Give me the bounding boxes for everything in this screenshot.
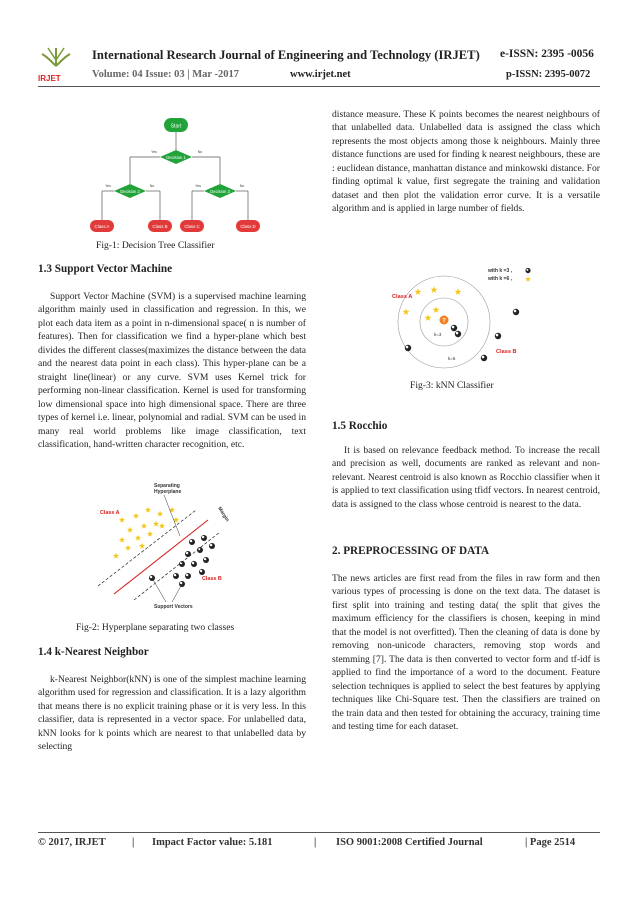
legend-k6: with k =6 , xyxy=(488,276,513,282)
journal-title: International Research Journal of Engineering and Technology (IRJET) xyxy=(92,48,480,62)
knn-class-b-point xyxy=(513,309,519,315)
knn-class-a-star xyxy=(425,314,432,321)
knn-class-a-star xyxy=(403,308,410,315)
knn-class-b-point xyxy=(481,355,487,361)
preprocessing-paragraph: The news articles are first read from the files in raw form and then various types of processing is done on the text data. The dataset is first split into training and testing data( the split that gives the maximum efficiency for the classifiers is chosen, keeping in mind that the model is not overfitted). Then the cleaning of data is done by removing non-unicode characters, removing stop words and stemming [7]. The data is then converted to vector form and tf-idf is applied to find the importance of a word to the document. Feature selection techniques is applied to select the best features by applying techniques like Chi-Square test. Then the classifiers are trained on the train data and then tested for obtaining the accuracy, training time and testing time for each dataset. xyxy=(332,573,600,732)
k3-label: k=3 xyxy=(434,332,442,337)
class-b-point xyxy=(203,557,209,563)
footer-page-number: | Page 2514 xyxy=(525,837,576,848)
class-a-star xyxy=(139,543,145,549)
fig1-caption: Fig-1: Decision Tree Classifier xyxy=(96,240,215,251)
footer-separator-1: | xyxy=(132,837,135,848)
sv-pointer-1 xyxy=(152,578,166,602)
knn-heading: 1.4 k-Nearest Neighbor xyxy=(38,646,149,658)
class-b-point xyxy=(185,573,191,579)
class-a-label: Class A xyxy=(392,294,413,300)
legend-star-icon xyxy=(525,276,531,282)
fig3-caption: Fig-3: kNN Classifier xyxy=(410,380,494,391)
margin-line-lower xyxy=(134,532,220,600)
class-c-label: Class C xyxy=(184,224,200,229)
class-a-star xyxy=(141,523,147,529)
class-a-label: Class A xyxy=(100,510,120,516)
decision-1-label: Decision 1 xyxy=(166,155,186,160)
query-label: ? xyxy=(442,318,446,325)
decision-2-label: Decision 2 xyxy=(120,189,140,194)
sv-pointer-2 xyxy=(172,584,182,602)
knn-figure xyxy=(388,262,538,372)
start-label: Start xyxy=(170,123,182,130)
hyperplane-label: Hyperplane xyxy=(154,489,182,495)
class-a-star xyxy=(145,507,151,513)
footer-impact-factor: Impact Factor value: 5.181 xyxy=(152,837,273,848)
footer-separator-2: | xyxy=(314,837,317,848)
class-b-point xyxy=(209,543,215,549)
knn-class-a-star xyxy=(433,306,440,313)
class-b-label: Class B xyxy=(152,224,168,229)
rocchio-paragraph: It is based on relevance feedback method. To increase the recall and precision as well, documents are ranked as relevant and non-relevant. Nearest centroid is also known as Rocchio classifier when it is applied to text classification using tfidf vectors. In nearest centroid, data is assigned to the class whose centroid is nearest to the data. xyxy=(332,445,600,510)
legend-dot-icon xyxy=(525,268,530,273)
preprocessing-heading: 2. PREPROCESSING OF DATA xyxy=(332,545,490,557)
footer-iso: ISO 9001:2008 Certified Journal xyxy=(336,837,483,848)
class-b-point xyxy=(197,547,203,553)
margin-line-upper xyxy=(98,510,196,586)
p-issn: p-ISSN: 2395-0072 xyxy=(506,69,591,80)
class-d-label: Class D xyxy=(240,224,256,229)
decision-3-label: Decision 3 xyxy=(210,189,230,194)
class-a-star xyxy=(119,517,125,523)
class-a-star xyxy=(157,511,163,517)
class-b-point xyxy=(173,573,179,579)
margin-label: Margin xyxy=(216,505,231,523)
no-label-3: No xyxy=(239,184,245,188)
knn-class-a-star xyxy=(431,286,438,293)
logo-text: IRJET xyxy=(38,74,61,83)
decision-tree-figure xyxy=(88,112,266,240)
class-a-star xyxy=(159,523,165,529)
legend-k3: with k =3 , xyxy=(488,268,513,274)
class-b-point xyxy=(185,551,191,557)
class-b-point xyxy=(189,539,195,545)
svm-paragraph: Support Vector Machine (SVM) is a supervised machine learning algorithm mainly used in classification and regression. In this, we plot each data item as a point in n-dimensional space( n is number of features). Then for classification we find a hyper-plane which best divides the different classes(maximizes the distance between the data and the nearest data point in each class). This hyper-plane can be a straight line(linear) or any curve. SVM uses Kernel trick for performing non-linear classification. Kernel is used for transforming low dimensional space into high dimensional space. There are three types of kernel i.e. linear, polynomial and radial. SVM can be used in many real world problems like image classification, text classification, hand-written character recognition, etc. xyxy=(38,291,306,450)
knn-class-b-point xyxy=(405,345,411,351)
footer-copyright: © 2017, IRJET xyxy=(38,837,106,848)
journal-url[interactable]: www.irjet.net xyxy=(290,69,351,80)
class-b-point xyxy=(199,569,205,575)
class-b-label: Class B xyxy=(202,576,222,582)
hyperplane-figure xyxy=(92,480,248,612)
no-label-1: No xyxy=(197,150,203,154)
footer-rule xyxy=(38,832,600,833)
knn-class-a-stars xyxy=(403,286,462,321)
knn-class-b-point xyxy=(495,333,501,339)
knn-paragraph: k-Nearest Neighbor(kNN) is one of the simplest machine learning algorithm used for regression and classification. It is a lazy algorithm that means there is no explicit training phase or it is very less. In this classifier, data is represented in a vector space. For unlabelled data, kNN looks for k points which are nearest to that unlabelled data by selecting xyxy=(38,674,306,753)
hyperplane-pointer xyxy=(164,495,180,536)
class-a-star xyxy=(135,535,141,541)
class-b-label: Class B xyxy=(496,349,517,355)
class-a-star xyxy=(147,531,153,537)
knn-class-b-point xyxy=(451,325,457,331)
class-a-star xyxy=(133,513,139,519)
class-a-star xyxy=(127,527,133,533)
class-a-star xyxy=(153,521,159,527)
yes-label-2: Yes xyxy=(105,184,111,188)
knn-class-a-star xyxy=(415,288,422,295)
knn-class-a-star xyxy=(455,288,462,295)
support-vectors-label: Support Vectors xyxy=(154,604,193,610)
class-b-point xyxy=(191,561,197,567)
no-label-2: No xyxy=(149,184,155,188)
class-b-point xyxy=(201,535,207,541)
class-a-star xyxy=(119,537,125,543)
k6-label: k=6 xyxy=(448,356,456,361)
class-a-star xyxy=(113,553,119,559)
class-a-star xyxy=(125,545,131,551)
hyperplane-line xyxy=(114,520,208,594)
svm-heading: 1.3 Support Vector Machine xyxy=(38,263,173,275)
knn-continued-paragraph: distance measure. These K points becomes the nearest neighbours of that unlabelled data. Unlabelled data is assigned the class which represents the most objects among those k neighbours. Mainly three distance functions are used for finding k nearest neighbours, these are : euclidean distance, manhattan distance and minkowski distance. For finding optimal k value, first segregate the training and validation dataset and then plot the validation error curve. It is a versatile algorithm and is applied in large number of fields. xyxy=(332,109,600,215)
yes-label-1: Yes xyxy=(151,150,157,154)
yes-label-3: Yes xyxy=(195,184,201,188)
header-rule xyxy=(38,86,600,87)
knn-class-b-point xyxy=(455,331,461,337)
volume-issue: Volume: 04 Issue: 03 | Mar -2017 xyxy=(92,69,239,80)
fig2-caption: Fig-2: Hyperplane separating two classes xyxy=(76,622,235,633)
class-a-label: Class A xyxy=(94,224,110,229)
e-issn: e-ISSN: 2395 -0056 xyxy=(500,48,594,60)
irjet-logo xyxy=(40,46,72,76)
rocchio-heading: 1.5 Rocchio xyxy=(332,420,388,432)
separating-label: Separating xyxy=(154,483,180,489)
